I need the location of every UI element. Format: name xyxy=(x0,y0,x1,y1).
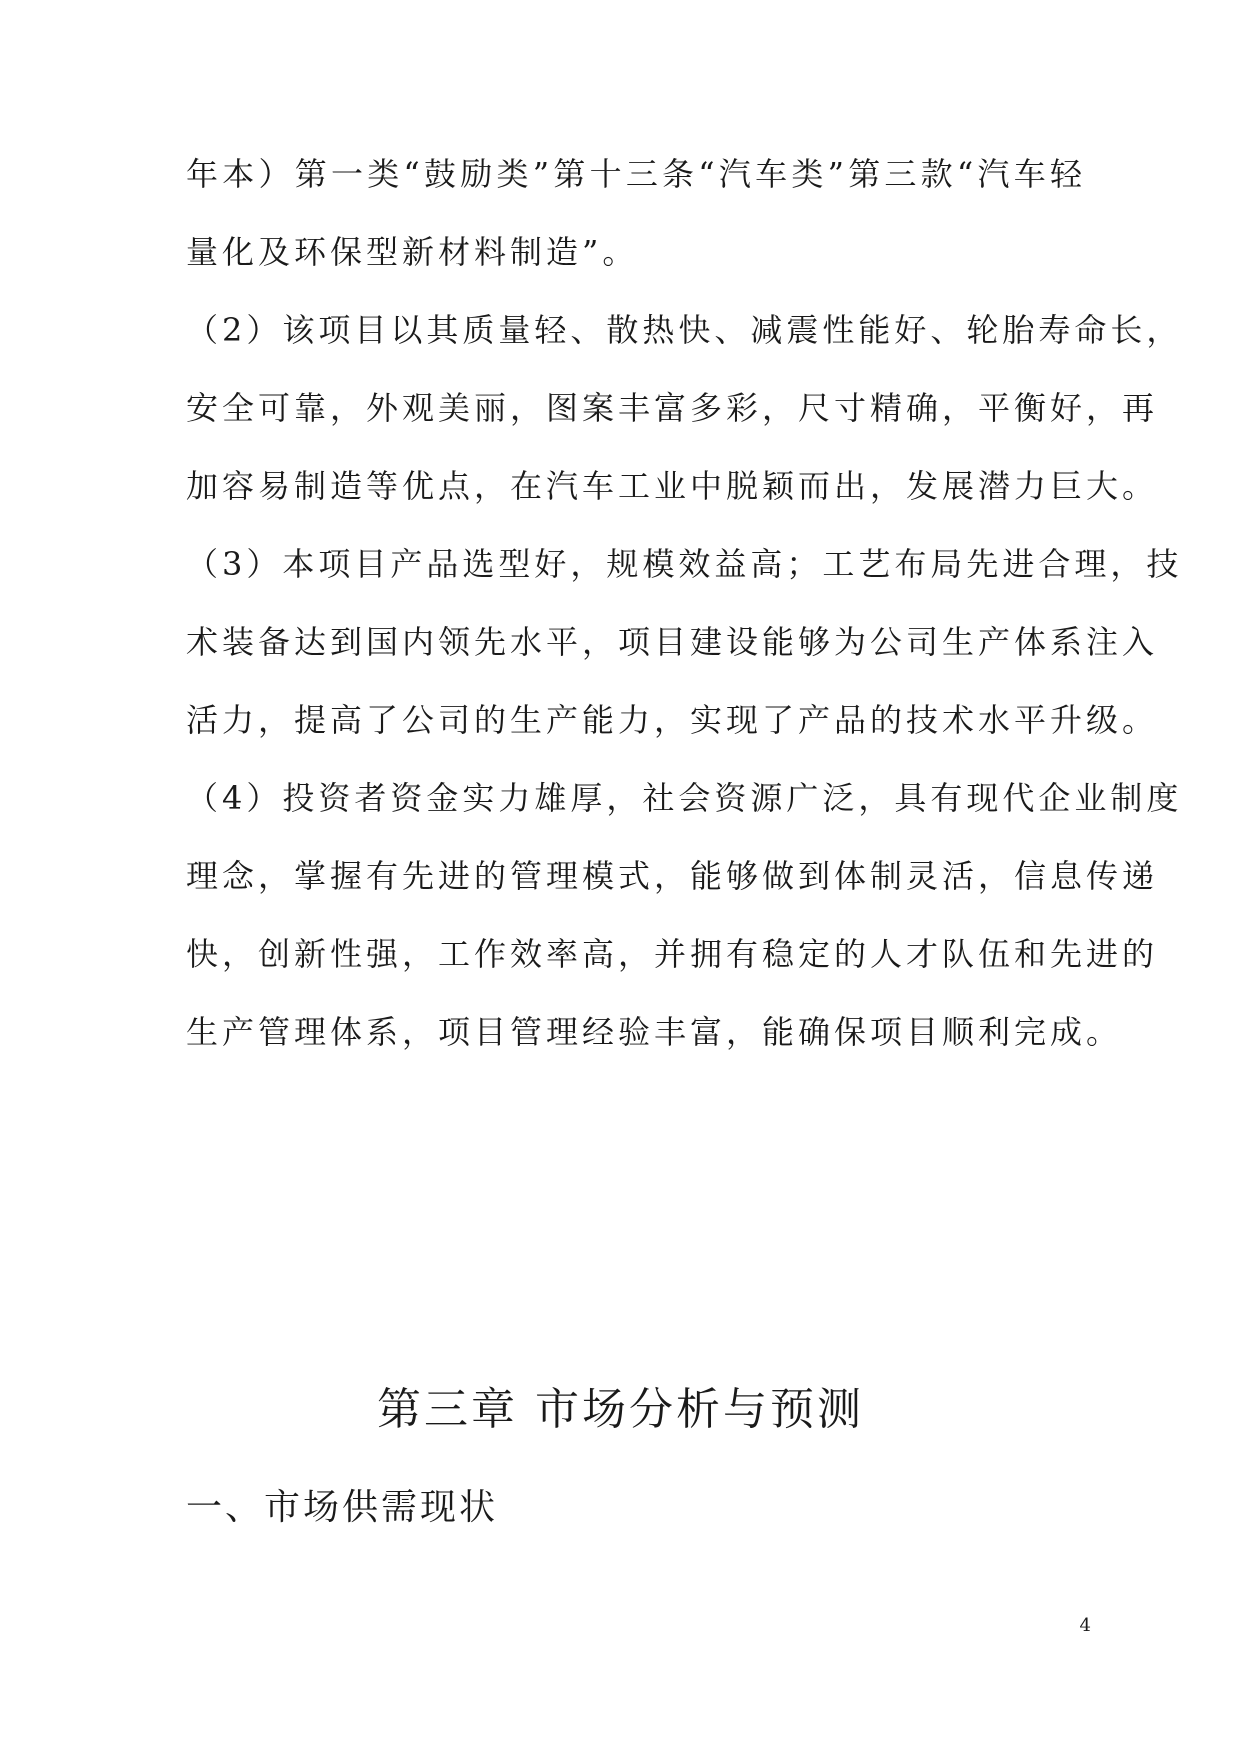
page-number: 4 xyxy=(1079,1615,1091,1636)
text-line: 生产管理体系，项目管理经验丰富，能确保项目顺利完成。 xyxy=(186,1013,1123,1051)
text-line: 安全可靠，外观美丽，图案丰富多彩，尺寸精确，平衡好，再 xyxy=(186,389,1159,427)
text-line: 快，创新性强，工作效率高，并拥有稳定的人才队伍和先进的 xyxy=(186,935,1159,973)
body-text xyxy=(186,142,1183,1078)
text-line: （2）该项目以其质量轻、散热快、减震性能好、轮胎寿命长， xyxy=(186,311,1183,349)
text-line: 活力，提高了公司的生产能力，实现了产品的技术水平升级。 xyxy=(186,701,1159,739)
section-heading: 一、市场供需现状 xyxy=(186,1487,499,1528)
text-line: 加容易制造等优点，在汽车工业中脱颖而出，发展潜力巨大。 xyxy=(186,467,1159,505)
text-line: 量化及环保型新材料制造”。 xyxy=(186,233,639,271)
text-line: 理念，掌握有先进的管理模式，能够做到体制灵活，信息传递 xyxy=(186,857,1159,895)
text-line: 术装备达到国内领先水平，项目建设能够为公司生产体系注入 xyxy=(186,623,1159,661)
chapter-title: 第三章 市场分析与预测 xyxy=(377,1384,864,1435)
text-line: （3）本项目产品选型好，规模效益高；工艺布局先进合理，技 xyxy=(186,545,1183,583)
text-line: （4）投资者资金实力雄厚，社会资源广泛，具有现代企业制度 xyxy=(186,779,1183,817)
text-line: 年本）第一类“鼓励类”第十三条“汽车类”第三款“汽车轻 xyxy=(186,155,1086,193)
